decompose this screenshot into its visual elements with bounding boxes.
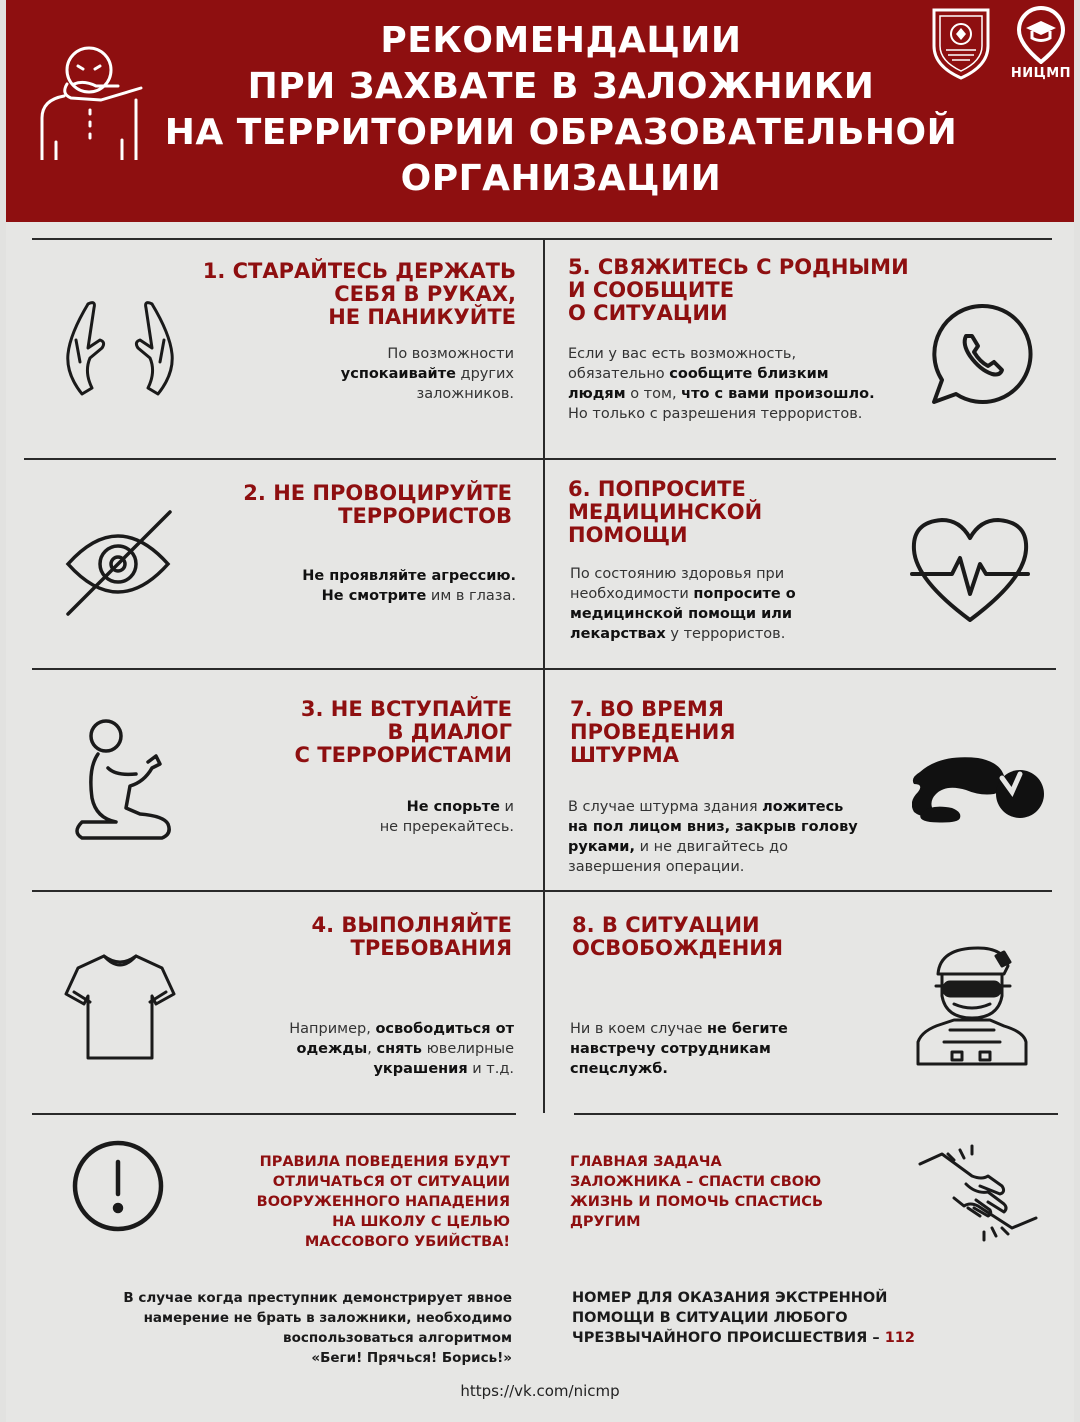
desc-line: По состоянию здоровья при: [570, 566, 785, 582]
item-8-title: 8. В СИТУАЦИИ ОСВОБОЖДЕНИЯ: [572, 913, 784, 960]
item-3-desc: [260, 797, 514, 837]
desc-line: Не спорьте и: [406, 799, 514, 815]
desc-line: одежды, снять ювелирные: [296, 1041, 514, 1057]
desc-line: завершения операции.: [568, 859, 745, 875]
item-4-desc: [230, 1019, 514, 1079]
kneeling-person-icon: [74, 718, 174, 842]
desc-line: Не проявляйте агрессию.: [302, 568, 516, 584]
main-task-text: ГЛАВНАЯ ЗАДАЧА ЗАЛОЖНИКА – СПАСТИ СВОЮ ЖИЗНЬ И ПОМОЧЬ СПАСТИСЬ ДРУГИМ: [570, 1154, 823, 1230]
person-lying-down-icon: [912, 752, 1048, 824]
desc-line: Ни в коем случае не бегите: [570, 1021, 788, 1037]
shield-emblem-icon: [930, 6, 992, 80]
item-1-desc: [230, 344, 514, 404]
desc-line: руками, и не двигайтесь до: [568, 839, 788, 855]
desc-line: обязательно сообщите близким: [568, 366, 829, 382]
desc-line: Но только с разрешения террористов.: [568, 406, 863, 422]
helping-hands-icon: [916, 1144, 1040, 1244]
logo-text: НИЦМП: [1010, 66, 1072, 81]
desc-line: людям о том, что с вами произошло.: [568, 386, 875, 402]
item-1-title: 1. СТАРАЙТЕСЬ ДЕРЖАТЬ СЕБЯ В РУКАХ, НЕ ПАНИКУЙТЕ: [202, 259, 516, 329]
tshirt-icon: [64, 950, 176, 1062]
special-forces-soldier-icon: [914, 944, 1032, 1066]
title-line-3: НА ТЕРРИТОРИИ ОБРАЗОВАТЕЛЬНОЙ: [164, 112, 958, 153]
item-8-desc: [570, 1019, 870, 1079]
item-7-title: 7. ВО ВРЕМЯ ПРОВЕДЕНИЯ ШТУРМА: [570, 697, 736, 767]
warning-text: ПРАВИЛА ПОВЕДЕНИЯ БУДУТ ОТЛИЧАТЬСЯ ОТ СИТУАЦИИ ВООРУЖЕННОГО НАПАДЕНИЯ НА ШКОЛУ С ЦЕЛЬЮ МАССОВОГО УБИЙСТВА!: [256, 1154, 510, 1250]
desc-line: В случае штурма здания ложитесь: [568, 799, 844, 815]
title-line-2: ПРИ ЗАХВАТЕ В ЗАЛОЖНИКИ: [247, 66, 875, 107]
item-2-desc: [220, 566, 516, 606]
footer-url[interactable]: https://vk.com/nicmp: [460, 1382, 620, 1400]
desc-line: Например, освободиться от: [289, 1021, 514, 1037]
item-3-title: 3. НЕ ВСТУПАЙТЕ В ДИАЛОГ С ТЕРРОРИСТАМИ: [294, 697, 512, 767]
desc-line: заложников.: [416, 386, 514, 402]
item-7-desc: [568, 797, 908, 877]
item-2-title: 2. НЕ ПРОВОЦИРУЙТЕ ТЕРРОРИСТОВ: [243, 481, 512, 528]
desc-line: успокаивайте других: [340, 366, 514, 382]
graduation-cap-pin-icon: [1008, 4, 1074, 64]
heart-pulse-icon: [910, 516, 1030, 624]
desc-line: спецслужб.: [570, 1061, 668, 1077]
item-5-desc: [568, 344, 928, 424]
desc-line: не пререкайтесь.: [379, 819, 514, 835]
desc-line: Если у вас есть возможность,: [568, 346, 797, 362]
divider: [543, 238, 545, 1113]
divider: [32, 890, 1052, 892]
title-line-4: ОРГАНИЗАЦИИ: [400, 158, 722, 199]
exclamation-circle-icon: [70, 1138, 166, 1234]
desc-line: Не смотрите им в глаза.: [321, 588, 516, 604]
header-banner: [6, 0, 1074, 222]
divider: [32, 238, 1052, 240]
item-5-title: 5. СВЯЖИТЕСЬ С РОДНЫМИ И СООБЩИТЕ О СИТУАЦИИ: [568, 255, 909, 325]
desc-line: лекарствах у террористов.: [570, 626, 786, 642]
item-6-title: 6. ПОПРОСИТЕ МЕДИЦИНСКОЙ ПОМОЩИ: [568, 477, 763, 547]
nicmp-logo: [1008, 4, 1074, 84]
divider: [24, 458, 1056, 460]
crossed-eye-icon: [62, 508, 174, 618]
desc-line: медицинской помощи или: [570, 606, 793, 622]
desc-line: необходимости попросите о: [570, 586, 796, 602]
divider: [32, 1113, 516, 1115]
page-title: [156, 18, 966, 202]
emergency-phone-number: 112: [884, 1330, 915, 1346]
desc-line: навстречу сотрудникам: [570, 1041, 771, 1057]
desc-line: украшения и т.д.: [373, 1061, 514, 1077]
divider: [574, 1113, 1058, 1115]
desc-line: По возможности: [387, 346, 514, 362]
run-hide-fight-note: В случае когда преступник демонстрирует явное намерение не брать в заложники, необходимо воспользоваться алгоритмом «Беги! Прячься! Борись!»: [123, 1290, 512, 1366]
desc-line: на пол лицом вниз, закрыв голову: [568, 819, 858, 835]
title-line-1: РЕКОМЕНДАЦИИ: [380, 20, 742, 61]
emergency-number-note: НОМЕР ДЛЯ ОКАЗАНИЯ ЭКСТРЕННОЙ ПОМОЩИ В СИТУАЦИИ ЛЮБОГО ЧРЕЗВЫЧАЙНОГО ПРОИСШЕСТВИЯ – 112: [572, 1290, 915, 1346]
item-4-title: 4. ВЫПОЛНЯЙТЕ ТРЕБОВАНИЯ: [311, 913, 512, 960]
item-6-desc: [570, 564, 890, 644]
coughing-person-icon: [34, 40, 144, 160]
